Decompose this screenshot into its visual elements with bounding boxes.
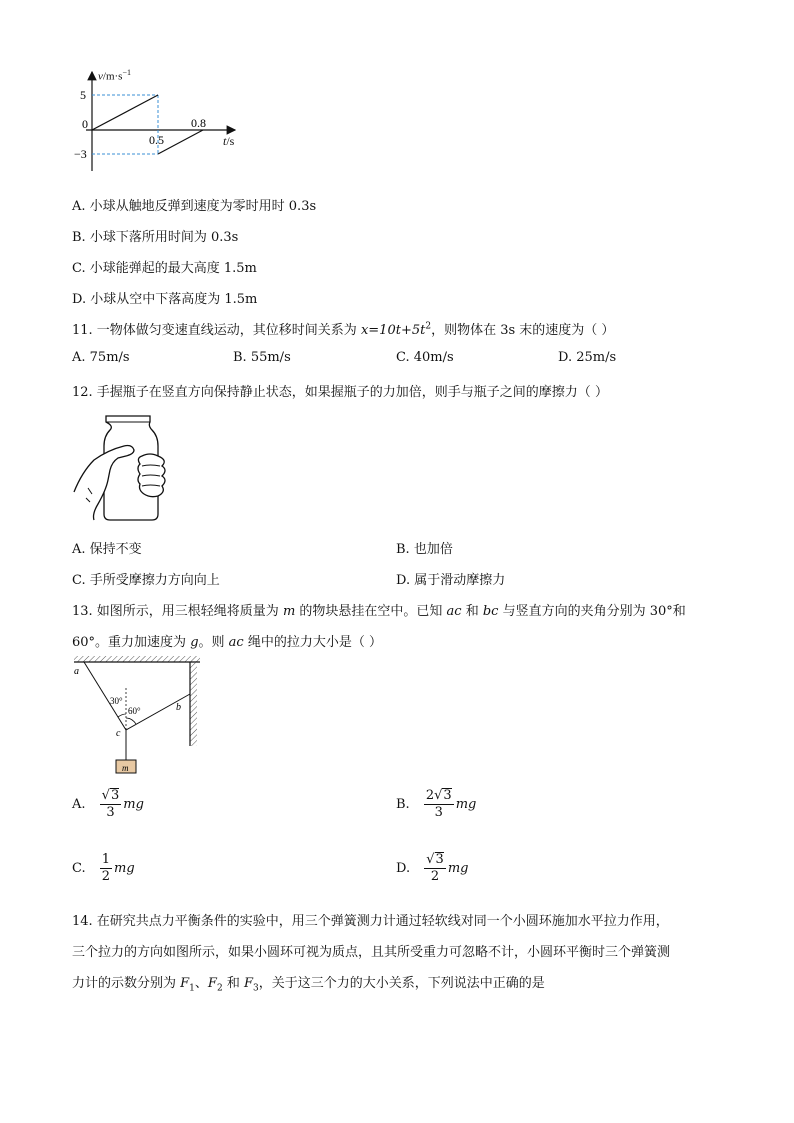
q12-stem: 12. 手握瓶子在竖直方向保持静止状态，如果握瓶子的力加倍，则手与瓶子之间的摩擦力（ ） [72, 385, 608, 400]
q13-stem-line2: 60°。重力加速度为 g。则 ac 绳中的拉力大小是（ ） [72, 635, 382, 650]
q10-option-c[interactable]: C. 小球能弹起的最大高度 1.5m [72, 261, 257, 276]
q11-stem-prefix: 11. 一物体做匀变速直线运动，其位移时间关系为 [72, 323, 361, 338]
label-60: 60° [128, 706, 141, 716]
q11-formula: x=10t+5t [360, 323, 426, 338]
q11-stem-suffix: ，则物体在 3s 末的速度为（ ） [431, 323, 615, 338]
tick-0-8: 0.8 [191, 116, 206, 130]
rope-figure [70, 652, 210, 777]
q11-formula-exp: 2 [425, 321, 432, 332]
q12-option-a[interactable]: A. 保持不变 [72, 542, 142, 557]
q10-option-a[interactable]: A. 小球从触地反弹到速度为零时用时 0.3s [72, 199, 317, 214]
tick-5: 5 [80, 88, 86, 102]
q10-option-b[interactable]: B. 小球下落所用时间为 0.3s [72, 230, 239, 245]
q13-option-a[interactable]: A. $\frac{√3}{3}$ mg [72, 788, 144, 820]
q14-line3: 力计的示数分别为 $F_1$、$F_2$ 和 $F_3$，关于这三个力的大小关系，下列说法中正确的是 [72, 976, 545, 994]
velocity-line-rebound [158, 130, 203, 154]
label-a: a [74, 666, 79, 677]
q14-line1: 14. 在研究共点力平衡条件的实验中，用三个弹簧测力计通过轻软线对同一个小圆环施加水平拉力作用， [72, 914, 669, 929]
q11-option-b[interactable]: B. 55m/s [233, 350, 291, 365]
y-axis-exp: −1 [122, 68, 131, 77]
q13-option-b[interactable]: B. $\frac{2√3}{3}$ mg [396, 788, 477, 820]
q13-option-c[interactable]: C. $\frac{1}{2}$ mg [72, 852, 135, 884]
label-m: m [122, 763, 129, 773]
q10-option-d[interactable]: D. 小球从空中下落高度为 1.5m [72, 292, 258, 307]
tick-0-5: 0.5 [149, 133, 164, 147]
vt-graph [70, 66, 250, 176]
tick-neg3: −3 [74, 147, 87, 161]
q11-option-d[interactable]: D. 25m/s [558, 350, 617, 365]
q11-option-a[interactable]: A. 75m/s [72, 350, 130, 365]
q13-stem-line1: 13. 如图所示，用三根轻绳将质量为 m 的物块悬挂在空中。已知 ac 和 bc 与竖直方向的夹角分别为 30°和 [72, 604, 686, 619]
label-30: 30° [110, 696, 123, 706]
label-b: b [176, 702, 181, 713]
q11-stem [72, 319, 614, 338]
q11-option-c[interactable]: C. 40m/s [396, 350, 454, 365]
velocity-line-falling [92, 95, 158, 130]
label-c: c [116, 728, 121, 739]
q12-option-b[interactable]: B. 也加倍 [396, 542, 453, 557]
tick-0: 0 [82, 117, 88, 131]
q13-option-d[interactable]: D. $\frac{√3}{2}$ mg [396, 852, 469, 884]
x-axis-unit: t/s [223, 134, 235, 148]
q14-line2: 三个拉力的方向如图所示，如果小圆环可视为质点，且其所受重力可忽略不计，小圆环平衡时三个弹簧测 [72, 945, 671, 960]
q12-option-c[interactable]: C. 手所受摩擦力方向向上 [72, 573, 220, 588]
y-axis-unit: /m·s [102, 70, 123, 83]
q12-option-d[interactable]: D. 属于滑动摩擦力 [396, 573, 506, 588]
bottle-hand-figure [72, 410, 167, 525]
y-axis-label-text: $v/m\cdot s^{-1}$ [98, 68, 131, 83]
